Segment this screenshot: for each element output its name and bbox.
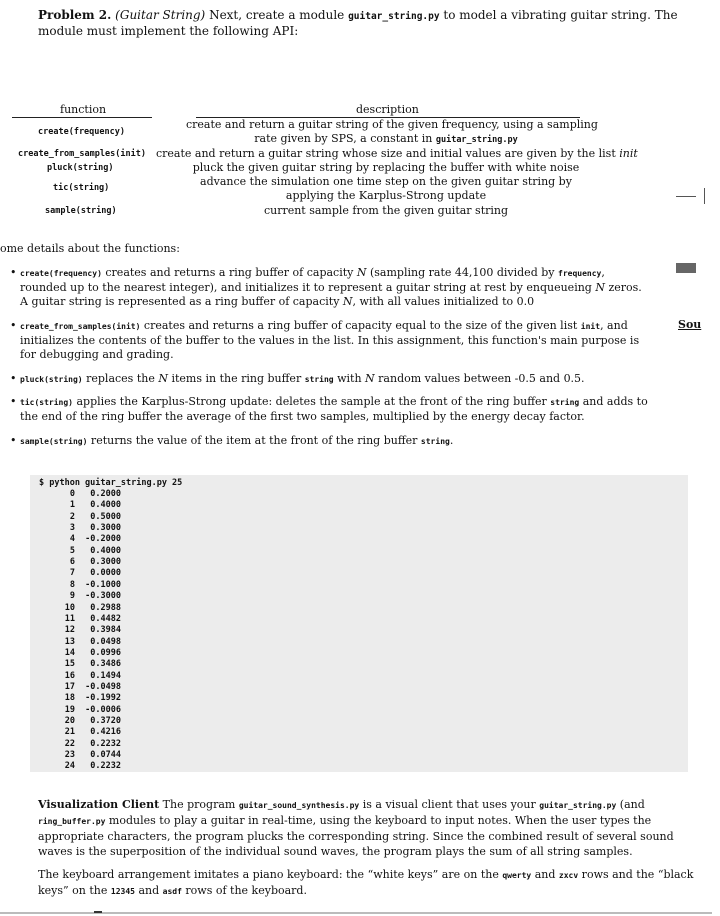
api-desc-create-code: guitar_string.py bbox=[435, 135, 518, 145]
viz-code: guitar_string.py bbox=[539, 801, 617, 810]
bullet-create bbox=[10, 266, 652, 309]
functions-intro: ome details about the functions: bbox=[0, 242, 180, 255]
code-row bbox=[57, 512, 121, 523]
code-row-index: 9 bbox=[69, 591, 75, 602]
api-desc-create-from-samples bbox=[156, 147, 638, 161]
code-row bbox=[57, 716, 121, 727]
code-row-index: 3 bbox=[69, 523, 75, 534]
problem-subtitle: (Guitar String) bbox=[115, 8, 206, 22]
code-row bbox=[57, 568, 121, 579]
problem-text: Next, create a module bbox=[205, 8, 349, 22]
code-row-value: 0.4482 bbox=[90, 613, 121, 624]
code-row-value: -0.1992 bbox=[85, 693, 121, 704]
bullet-text: replaces the bbox=[82, 372, 159, 385]
code-row bbox=[57, 693, 121, 704]
kb-text: The keyboard arrangement imitates a piano keyboard: the “white keys” are on the bbox=[38, 868, 503, 881]
bullet-create-from-samples bbox=[10, 319, 652, 362]
bottom-rule bbox=[0, 912, 712, 914]
code-row-value: 0.3000 bbox=[90, 557, 121, 568]
code-row bbox=[57, 625, 121, 636]
bullet-code: init bbox=[580, 322, 601, 331]
bullet-code: create(frequency) bbox=[20, 269, 102, 278]
code-row bbox=[57, 727, 121, 738]
keyboard-paragraph bbox=[38, 867, 698, 899]
code-row bbox=[57, 739, 121, 750]
bullet-text: . bbox=[449, 434, 454, 447]
code-row-value: 0.4216 bbox=[90, 727, 121, 738]
bullet-var: N bbox=[365, 372, 375, 385]
code-row-value: 0.0498 bbox=[90, 636, 121, 647]
code-row-index: 22 bbox=[64, 738, 75, 749]
bullet-code: sample(string) bbox=[20, 437, 88, 446]
code-row bbox=[57, 671, 121, 682]
edge-vertical-mark bbox=[704, 188, 705, 204]
code-row-index: 2 bbox=[69, 511, 75, 522]
code-row-value: -0.3000 bbox=[85, 591, 121, 602]
bullet-text: with bbox=[333, 372, 366, 385]
kb-code: qwerty bbox=[502, 871, 532, 880]
bullet-var: N bbox=[356, 266, 367, 279]
edge-box-mark bbox=[676, 263, 696, 273]
viz-code: guitar_sound_synthesis.py bbox=[238, 801, 360, 810]
bullet-text: returns the value of the item at the front of the ring buffer bbox=[87, 434, 421, 447]
code-row-value: -0.2000 bbox=[85, 534, 121, 545]
code-row-index: 14 bbox=[64, 647, 75, 658]
api-desc-sample: current sample from the given guitar string bbox=[263, 204, 509, 217]
bullet-code: tic(string) bbox=[20, 398, 73, 407]
bullet-code: string bbox=[420, 437, 450, 446]
code-row-value: 0.2988 bbox=[90, 602, 121, 613]
edge-sou-text: Sou bbox=[678, 318, 702, 331]
bottom-tick bbox=[94, 911, 102, 913]
code-row-value: 0.3486 bbox=[90, 659, 121, 670]
code-row bbox=[57, 682, 121, 693]
kb-code: 12345 bbox=[110, 887, 135, 896]
code-row-value: 0.0996 bbox=[90, 647, 121, 658]
code-row-value: 0.3000 bbox=[90, 523, 121, 534]
bullet-text: applies the Karplus-Strong update: deletes the sample at the front of the ring buffer bbox=[72, 395, 551, 408]
bullet-code: string bbox=[550, 398, 580, 407]
api-desc-create-1: create and return a guitar string of the given frequency, using a sampling bbox=[186, 118, 598, 131]
api-desc-tic-2: applying the Karplus-Strong update bbox=[285, 189, 487, 202]
code-row-value: 0.4000 bbox=[90, 545, 121, 556]
bullet-code: string bbox=[304, 375, 334, 384]
col-function-header: function bbox=[60, 103, 107, 116]
bullet-dot: • bbox=[10, 266, 17, 279]
code-row-value: 0.0000 bbox=[90, 568, 121, 579]
code-row-index: 24 bbox=[64, 761, 75, 772]
kb-code: asdf bbox=[162, 887, 182, 896]
code-row bbox=[57, 591, 121, 602]
bullet-dot: • bbox=[10, 372, 17, 385]
code-row-index: 18 bbox=[64, 693, 75, 704]
api-desc-create-text: rate given by SPS, a constant in bbox=[254, 132, 436, 145]
code-row bbox=[57, 705, 121, 716]
viz-text: is a visual client that uses your bbox=[359, 798, 540, 811]
code-row-index: 5 bbox=[69, 545, 75, 556]
bullet-text: random values between -0.5 and 0.5. bbox=[374, 372, 585, 385]
bullet-dot: • bbox=[10, 434, 17, 447]
edge-dash-mark bbox=[676, 196, 696, 197]
code-row-value: 0.5000 bbox=[90, 511, 121, 522]
code-row-index: 13 bbox=[64, 636, 75, 647]
code-row bbox=[57, 534, 121, 545]
kb-text: and bbox=[134, 884, 163, 897]
code-row bbox=[57, 580, 121, 591]
api-desc-create-2 bbox=[186, 132, 586, 147]
code-row bbox=[57, 659, 121, 670]
col-description-header: description bbox=[356, 103, 419, 116]
code-row-index: 15 bbox=[64, 659, 75, 670]
code-row-index: 16 bbox=[64, 670, 75, 681]
code-row-index: 12 bbox=[64, 625, 75, 636]
viz-text: (and bbox=[616, 798, 645, 811]
bullet-dot: • bbox=[10, 395, 17, 408]
bullet-var: N bbox=[158, 372, 168, 385]
bullet-code: create_from_samples(init) bbox=[20, 322, 141, 331]
bullet-pluck bbox=[10, 372, 652, 387]
bullet-var: N bbox=[595, 281, 605, 294]
bullet-text: , with all values initialized to 0.0 bbox=[352, 295, 535, 308]
bullet-tic bbox=[10, 395, 652, 424]
problem-label: Problem 2. bbox=[38, 8, 112, 22]
bullet-text: (sampling rate 44,100 divided by bbox=[366, 266, 558, 279]
api-desc-cfs-em: init bbox=[619, 147, 638, 160]
problem-statement bbox=[38, 8, 698, 39]
code-row-index: 1 bbox=[69, 500, 75, 511]
kb-text: rows and the “black keys” on the bbox=[38, 868, 694, 897]
module-name: guitar_string.py bbox=[348, 11, 440, 22]
code-row bbox=[57, 648, 121, 659]
code-row-index: 17 bbox=[64, 681, 75, 692]
code-row-index: 10 bbox=[64, 602, 75, 613]
code-row-value: -0.0006 bbox=[85, 704, 121, 715]
code-row-value: 0.2232 bbox=[90, 738, 121, 749]
code-row-index: 23 bbox=[64, 750, 75, 761]
bullet-dot: • bbox=[10, 319, 17, 332]
code-row bbox=[57, 614, 121, 625]
bullet-code: frequency bbox=[558, 269, 602, 278]
code-row bbox=[57, 523, 121, 534]
api-fn-create-from-samples: create_from_samples(init) bbox=[18, 149, 146, 159]
code-row-index: 8 bbox=[69, 579, 75, 590]
code-row bbox=[57, 750, 121, 761]
code-row-index: 0 bbox=[69, 489, 75, 499]
code-row bbox=[57, 603, 121, 614]
bullet-code: pluck(string) bbox=[20, 375, 83, 384]
code-row bbox=[57, 637, 121, 648]
bullet-text: , rounded up to the nearest integer), and initializes it to represent a guitar string at rest by enqueueing bbox=[20, 266, 605, 294]
code-row-value: -0.1000 bbox=[85, 579, 121, 590]
kb-text: and bbox=[531, 868, 559, 881]
code-row-index: 7 bbox=[69, 568, 75, 579]
code-row-index: 19 bbox=[64, 704, 75, 715]
bullet-text: and adds to the end of the ring buffer the average of the first two samples, multiplied by the energy decay factor. bbox=[20, 395, 648, 423]
code-row-value: 0.4000 bbox=[90, 500, 121, 511]
code-row-value: 0.2000 bbox=[90, 489, 121, 499]
code-row-index: 4 bbox=[69, 534, 75, 545]
bullet-text: creates and returns a ring buffer of capacity bbox=[101, 266, 357, 279]
bullet-text: , and initializes the contents of the buffer to the values in the list. In this assignment, this function's main purpose is for debugging and grading. bbox=[20, 319, 640, 361]
code-command: $ python guitar_string.py 25 bbox=[39, 478, 183, 488]
api-fn-tic: tic(string) bbox=[53, 183, 110, 193]
viz-text: modules to play a guitar in real-time, using the keyboard to input notes. When the user types the appropriate characters, the program plucks the corresponding string. Since the combined result of several sound waves is the superposition of the individual sound waves, the program plays the sum of all string samples. bbox=[38, 814, 674, 858]
kb-code: zxcv bbox=[558, 871, 579, 880]
api-desc-pluck: pluck the given guitar string by replacing the buffer with white noise bbox=[192, 161, 580, 174]
code-row-value: 0.2232 bbox=[90, 761, 121, 772]
api-fn-create: create(frequency) bbox=[38, 127, 125, 137]
problem-text-2: to model a vibrating guitar string. The module must implement the following API: bbox=[38, 8, 678, 38]
kb-text: rows of the keyboard. bbox=[181, 884, 307, 897]
code-row bbox=[57, 557, 121, 568]
code-row-value: 0.0744 bbox=[90, 750, 121, 761]
api-desc-cfs-text: create and return a guitar string whose size and initial values are given by the list bbox=[156, 147, 620, 160]
bullet-var: N bbox=[342, 295, 353, 308]
api-fn-pluck: pluck(string) bbox=[47, 163, 114, 173]
viz-heading: Visualization Client bbox=[38, 798, 160, 811]
code-row bbox=[57, 546, 121, 557]
code-row-index: 11 bbox=[64, 613, 75, 624]
code-row-index: 6 bbox=[69, 557, 75, 568]
code-row-value: 0.1494 bbox=[90, 670, 121, 681]
bullet-text: zeros. A guitar string is represented as a ring buffer of capacity bbox=[20, 281, 642, 308]
code-row bbox=[57, 761, 121, 772]
code-row-value: 0.3984 bbox=[90, 625, 121, 636]
bullet-sample bbox=[10, 434, 652, 449]
viz-text: The program bbox=[159, 798, 239, 811]
code-output-block bbox=[30, 475, 688, 772]
viz-code: ring_buffer.py bbox=[38, 817, 106, 826]
code-row-index: 21 bbox=[64, 727, 75, 738]
bullet-text: items in the ring buffer bbox=[167, 372, 305, 385]
api-desc-tic-1: advance the simulation one time step on the given guitar string by bbox=[200, 175, 572, 188]
code-row-value: 0.3720 bbox=[90, 716, 121, 726]
code-row-index: 20 bbox=[64, 716, 75, 726]
api-fn-sample: sample(string) bbox=[45, 206, 117, 216]
code-row bbox=[57, 500, 121, 511]
bullet-text: creates and returns a ring buffer of capacity equal to the size of the given list bbox=[140, 319, 581, 332]
code-row bbox=[57, 489, 121, 500]
function-header-rule bbox=[12, 117, 152, 118]
code-row-value: -0.0498 bbox=[85, 681, 121, 692]
visualization-client-paragraph bbox=[38, 797, 702, 859]
